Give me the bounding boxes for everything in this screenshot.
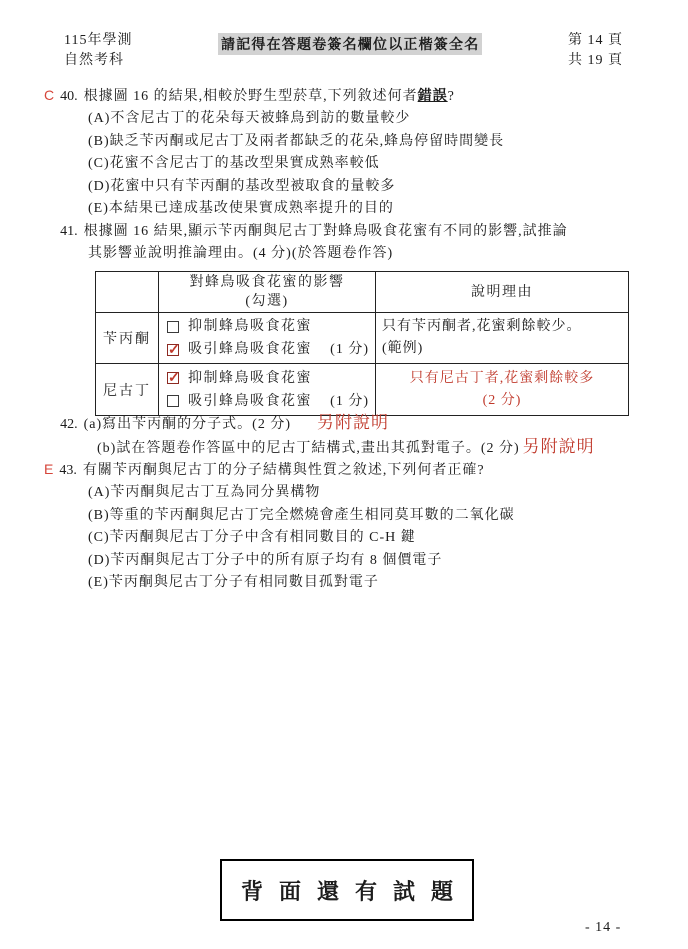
option: (C)苄丙酮與尼古丁分子中含有相同數目的 C-H 鍵 [88,530,416,546]
question-43 [44,458,650,594]
option: (B)缺乏苄丙酮或尼古丁及兩者都缺乏的花朵,蜂鳥停留時間變長 [88,133,505,149]
back-page-notice: 背面還有試題 [240,878,469,904]
option: (D)苄丙酮與尼古丁分子中的所有原子均有 8 個價電子 [88,552,443,568]
effect-option-label: 吸引蜂鳥吸食花蜜 [188,393,312,409]
question-41 [44,219,650,266]
stem-emphasis: 錯誤 [417,89,448,104]
exam-subject: 自然考科 [64,53,124,68]
header-left [64,31,132,71]
question-number: 41. [60,224,78,239]
effects-table [95,271,629,416]
effect-option-label: 抑制蜂鳥吸食花蜜 [188,370,312,386]
checkbox-unchecked-icon [167,395,179,407]
reason-cell: 只有苄丙酮者,花蜜剩餘較少。 (範例) [376,313,628,364]
page-label: 第 14 頁 [568,33,623,48]
answer-key-badge: C [44,87,56,103]
page-number: - 14 - [585,920,622,935]
checkbox-checked-icon [167,372,179,384]
answer-key-badge: E [44,461,55,477]
exam-year: 115年學測 [64,33,133,48]
question-41-stem-line2: 其影響並說明推論理由。(4 分)(於答題卷作答) [88,246,394,262]
score-label: (1 分) [330,393,369,409]
checkmark-icon: ✓ [168,371,180,386]
checkmark-icon: ✓ [168,342,180,358]
effect-options-cell [159,364,376,415]
question-40 [44,84,650,220]
question-number: 40. [60,89,78,104]
back-page-notice-box [220,859,474,921]
red-annotation: 另附說明 [317,413,389,432]
question-40-stem: C 40. 根據圖 16 的結果,相較於野生型菸草,下列敘述何者錯誤? [44,87,455,104]
question-43-stem: E 43. 有關苄丙酮與尼古丁的分子結構與性質之敘述,下列何者正確? [44,461,485,478]
reason-cell-red: 只有尼古丁者,花蜜剩餘較多 (2 分) [409,370,595,408]
table-corner-cell [96,272,159,313]
question-number: 42. [60,417,78,432]
checkbox-unchecked-icon [167,321,179,333]
header-right [568,31,623,71]
score-label: (1 分) [330,342,369,357]
reason-column-header: 說明理由 [376,272,628,313]
question-42-part-b: (b)試在答題卷作答區中的尼古丁結構式,畫出其孤對電子。(2 分) 另附說明 [97,437,595,457]
table-row-label: 尼古丁 [96,364,159,415]
question-41-stem-line1: 41. 根據圖 16 結果,顯示苄丙酮與尼古丁對蜂鳥吸食花蜜有不同的影響,試推論 [60,224,568,239]
signature-notice: 請記得在答題卷簽名欄位以正楷簽全名 [218,33,482,55]
pages-total-label: 共 19 頁 [568,53,623,68]
option: (D)花蜜中只有苄丙酮的基改型被取食的量較多 [88,178,396,194]
option: (A)苄丙酮與尼古丁互為同分異構物 [88,485,321,501]
option: (B)等重的苄丙酮與尼古丁完全燃燒會產生相同莫耳數的二氧化碳 [88,507,515,523]
option: (C)花蜜不含尼古丁的基改型果實成熟率較低 [88,156,380,172]
checkbox-checked-icon [167,344,179,356]
question-number: 43. [59,463,77,478]
table-row-label: 苄丙酮 [96,313,159,364]
option: (E)苄丙酮與尼古丁分子有相同數目孤對電子 [88,575,379,591]
option: (A)不含尼古丁的花朵每天被蜂鳥到訪的數量較少 [88,111,411,127]
red-annotation: 另附說明 [522,437,595,457]
effect-column-header: 對蜂鳥吸食花蜜的影響 (勾選) [159,272,376,313]
effect-option-label: 吸引蜂鳥吸食花蜜 [188,342,312,357]
option: (E)本結果已達成基改使果實成熟率提升的目的 [88,201,394,217]
question-42-part-a: 42. (a)寫出苄丙酮的分子式。(2 分) 另附說明 [60,413,389,432]
question-42 [44,412,650,461]
effect-option-label: 抑制蜂鳥吸食花蜜 [188,319,312,334]
effect-options-cell [159,313,376,364]
